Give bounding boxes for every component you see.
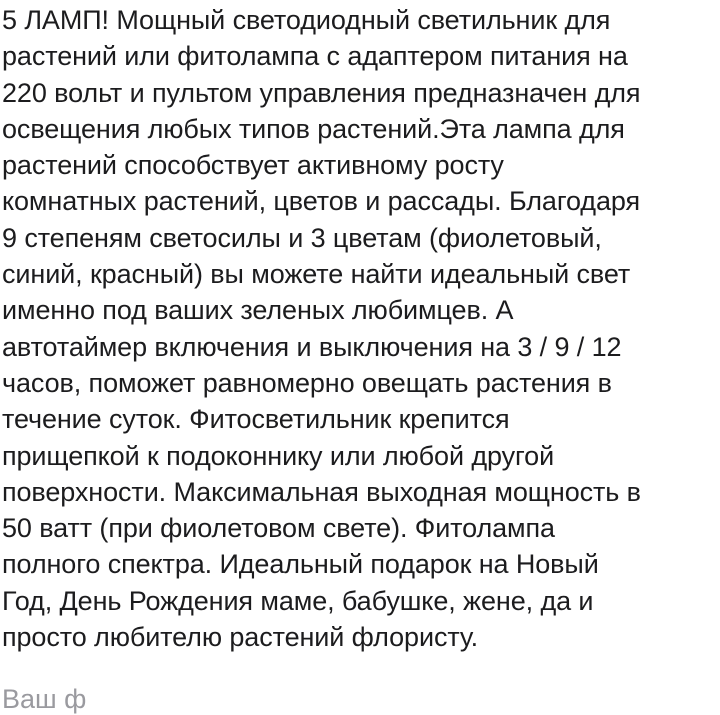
description-line: просто любителю растений флористу. bbox=[2, 622, 479, 653]
description-line: 5 ЛАМП! Мощный светодиодный светильник для bbox=[2, 5, 611, 35]
description-line: Год, День Рождения маме, бабушке, жене, да и bbox=[2, 585, 594, 616]
product-description bbox=[2, 2, 714, 655]
description-line: синий, красный) вы можете найти идеальный свет bbox=[2, 259, 631, 290]
description-line: комнатных растений, цветов и рассады. Благодаря bbox=[2, 186, 641, 217]
description-line: автотаймер включения и выключения на 3 / 9 / 12 bbox=[2, 331, 622, 362]
description-line: растений или фитолампа с адаптером питания на bbox=[2, 41, 628, 72]
description-line: течение суток. Фитосветильник крепится bbox=[2, 404, 510, 435]
description-line: именно под ваших зеленых любимцев. А bbox=[2, 295, 514, 326]
description-line: 9 степеням светосилы и 3 цветам (фиолетовый, bbox=[2, 222, 602, 253]
description-line: 220 вольт и пультом управления предназначен для bbox=[2, 77, 641, 108]
description-line: полного спектра. Идеальный подарок на Новый bbox=[2, 549, 599, 580]
description-line: 50 ватт (при фиолетовом свете). Фитолампа bbox=[2, 513, 555, 544]
description-line: освещения любых типов растений.Эта лампа для bbox=[2, 113, 625, 144]
description-line: растений способствует активному росту bbox=[2, 150, 504, 181]
description-line: часов, поможет равномерно овещать растения в bbox=[2, 367, 612, 398]
description-line: прищепкой к подоконнику или любой другой bbox=[2, 440, 555, 471]
description-line: поверхности. Максимальная выходная мощность в bbox=[2, 476, 641, 507]
next-section-heading: Ваш ф bbox=[2, 684, 87, 714]
